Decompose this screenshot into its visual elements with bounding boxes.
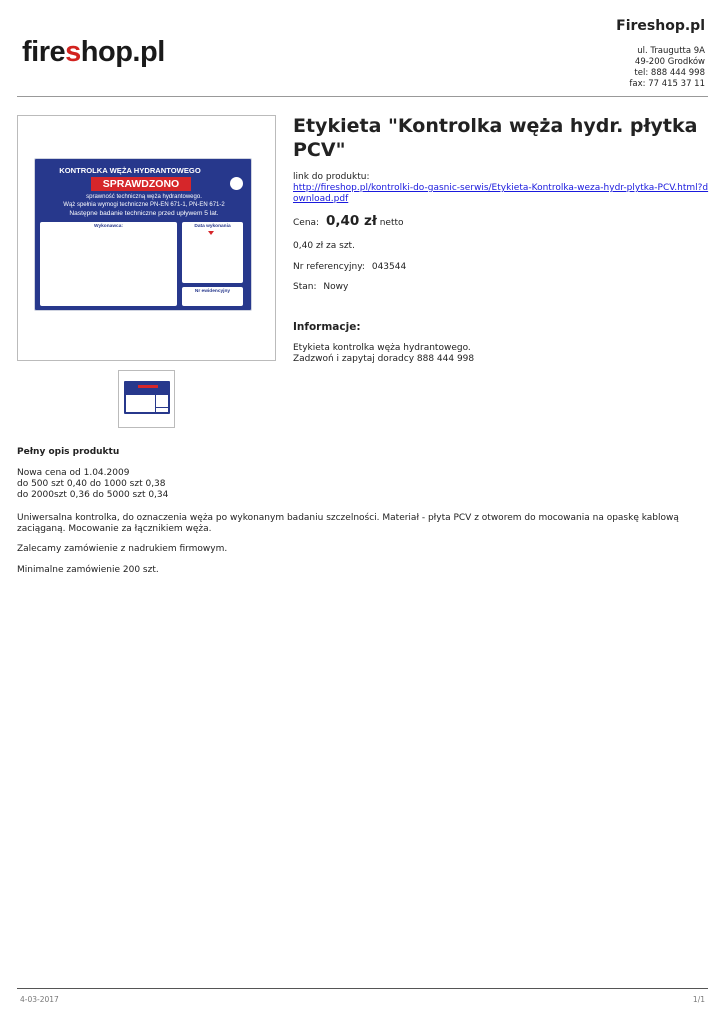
ref-row — [293, 262, 713, 273]
price-row — [293, 213, 713, 229]
product-image[interactable] — [17, 115, 276, 361]
info-text — [293, 343, 713, 365]
header-divider — [17, 96, 708, 97]
regnum-box-label: Nr ewidencyjny — [194, 289, 231, 294]
company-info — [616, 18, 705, 90]
page-number: 1/1 — [692, 995, 705, 1004]
product-link-block — [293, 172, 713, 205]
label-line-2: Wąż spełnia wymogi techniczne PN-EN 671-1, PN-EN 671-2 — [63, 202, 225, 208]
contractor-box — [40, 222, 177, 306]
label-line-3: Następne badanie techniczne przed upływem 5 lat. — [69, 210, 219, 217]
phone: tel: 888 444 998 — [634, 68, 705, 78]
label-title: KONTROLKA WĘŻA HYDRANTOWEGO — [59, 166, 201, 175]
address-street: ul. Traugutta 9A — [637, 46, 705, 56]
product-title: Etykieta "Kontrolka węża hydr. płytka PCV" — [293, 115, 698, 161]
date-box-label: Data wykonania — [194, 224, 231, 229]
price-tier-line-1: Nowa cena od 1.04.2009 — [17, 468, 130, 478]
price-label: Cena: — [293, 218, 320, 228]
ref-value: 043544 — [371, 262, 407, 272]
company-name: Fireshop.pl — [616, 18, 705, 34]
date-box — [182, 222, 243, 283]
link-label: link do produktu: — [293, 172, 370, 182]
description-para-3: Minimalne zamówienie 200 szt. — [17, 565, 159, 575]
description-para-1: Uniwersalna kontrolka, do oznaczenia węża po wykonanym badaniu szczelności. Materiał - płyta PCV z otworem do mocowania na opaskę kablową zaciąganą. Mocowanie za łącznikiem węża. — [17, 513, 679, 534]
fax: fax: 77 415 37 11 — [629, 79, 705, 89]
thumbnail-box-2 — [156, 395, 168, 407]
unit-price: 0,40 zł za szt. — [293, 241, 355, 251]
product-link[interactable]: http://fireshop.pl/kontrolki-do-gasnic-serwis/Etykieta-Kontrolka-weza-hydr-plytka-PCV.html?download.pdf — [293, 183, 709, 204]
address-city: 49-200 Grodków — [634, 57, 705, 67]
ref-label: Nr referencyjny: — [293, 262, 365, 272]
label-stamp: SPRAWDZONO — [91, 177, 191, 191]
description-heading: Pełny opis produktu — [17, 447, 120, 457]
price-tier-line-2: do 500 szt 0,40 do 1000 szt 0,38 — [17, 479, 166, 489]
thumbnail-box-3 — [156, 408, 168, 412]
info-line-2: Zadzwoń i zapytaj doradcy 888 444 998 — [293, 354, 475, 364]
fireshop-logo[interactable] — [22, 36, 165, 69]
arrow-down-icon — [208, 231, 214, 235]
price-suffix: netto — [379, 218, 404, 228]
info-line-1: Etykieta kontrolka węża hydrantowego. — [293, 343, 471, 353]
mounting-hole — [230, 177, 243, 190]
hydrant-hose-label-graphic — [34, 158, 252, 311]
price-value: 0,40 zł — [325, 213, 377, 229]
footer-divider — [17, 988, 708, 989]
description-para-2: Zalecamy zamówienie z nadrukiem firmowym. — [17, 544, 228, 554]
logo-suffix: hop.pl — [80, 36, 165, 68]
footer-date: 4-03-2017 — [20, 995, 59, 1004]
thumbnail-stripe — [138, 385, 158, 388]
state-value: Nowy — [323, 282, 349, 292]
logo-highlight: s — [65, 36, 81, 68]
state-row — [293, 282, 713, 293]
price-tier-line-3: do 2000szt 0,36 do 5000 szt 0,34 — [17, 490, 169, 500]
logo-prefix: fire — [22, 36, 66, 68]
regnum-box — [182, 287, 243, 306]
label-line-1: sprawność techniczną węża hydrantowego. — [86, 194, 202, 200]
price-tiers — [17, 468, 707, 501]
product-thumbnail[interactable] — [118, 370, 175, 428]
state-label: Stan: — [293, 282, 317, 292]
contractor-box-label: Wykonawca: — [94, 224, 123, 229]
thumbnail-box-1 — [126, 395, 155, 412]
info-heading: Informacje: — [293, 321, 361, 333]
thumbnail-label-graphic — [124, 381, 170, 414]
